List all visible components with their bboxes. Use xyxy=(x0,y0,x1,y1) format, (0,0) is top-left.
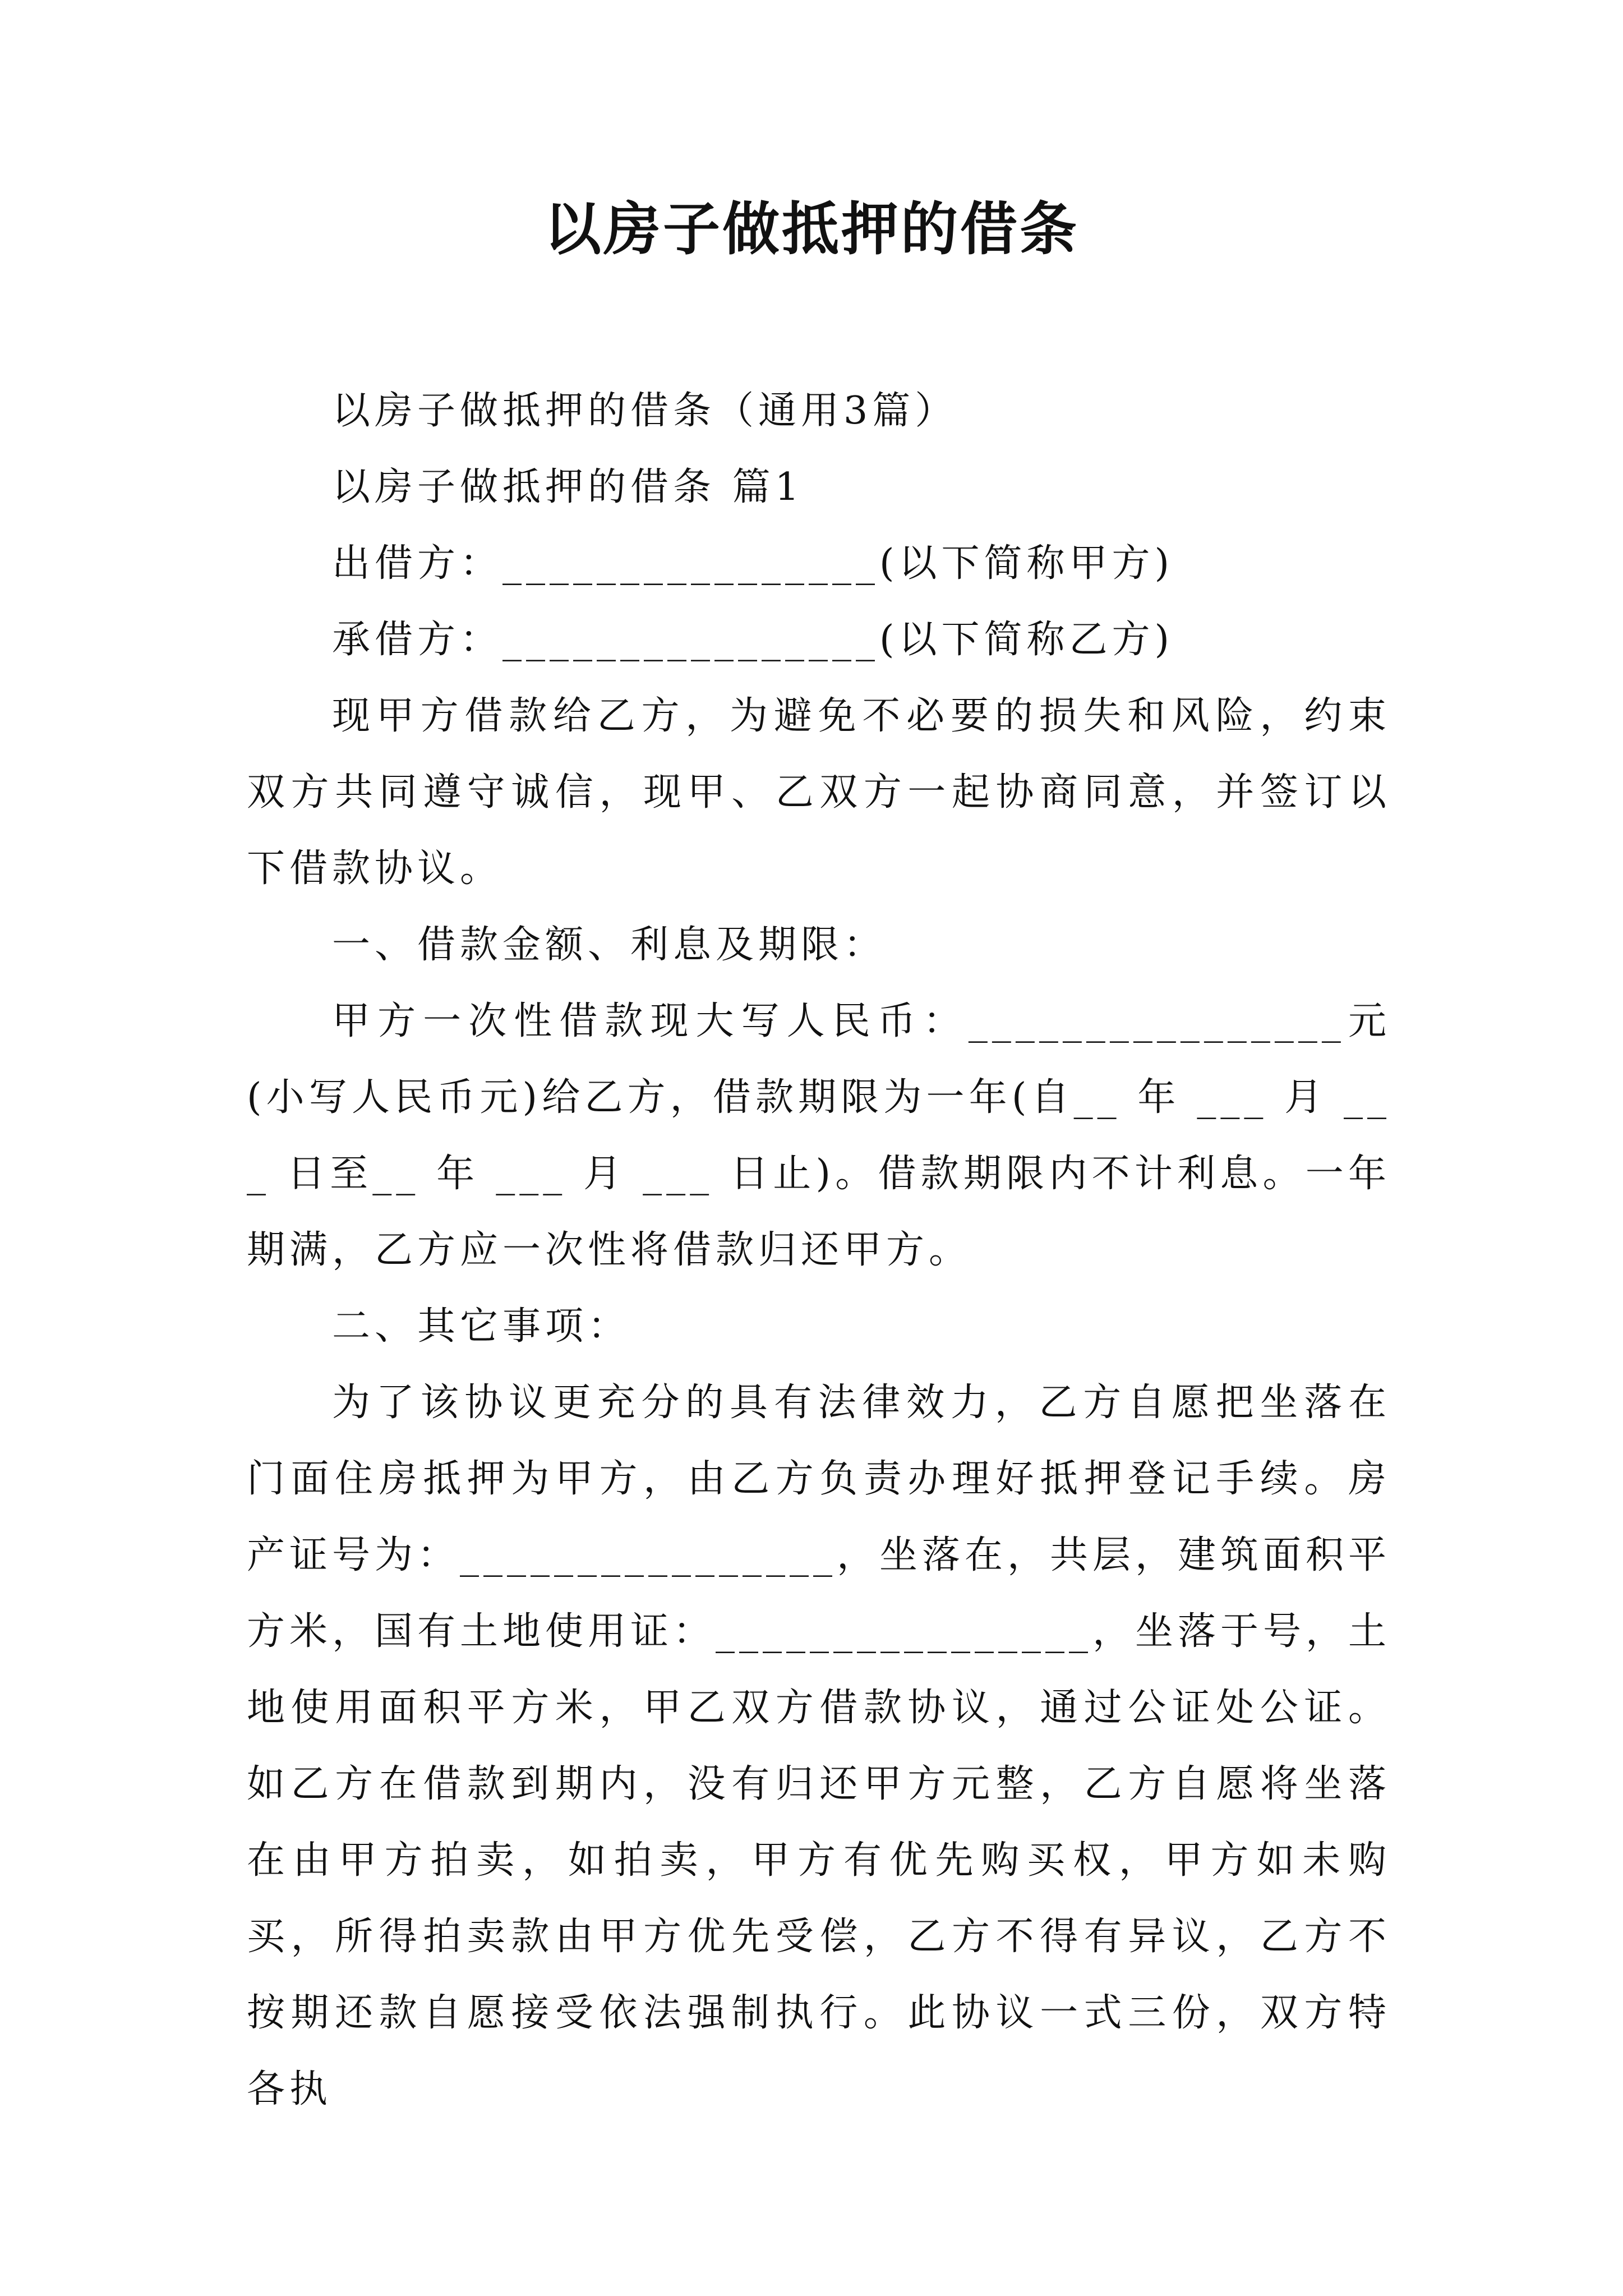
paragraph-lender: 出借方：________________(以下简称甲方) xyxy=(332,541,1174,586)
paragraph-clause-2-heading: 二、其它事项： xyxy=(332,1304,631,1349)
paragraph-borrower: 承借方：________________(以下简称乙方) xyxy=(332,618,1174,662)
paragraph-section-heading: 以房子做抵押的借条 篇1 xyxy=(332,465,804,509)
document-title: 以房子做抵押的借条 xyxy=(544,196,1079,263)
document-body xyxy=(247,373,1391,2128)
paragraph-subtitle: 以房子做抵押的借条（通用3篇） xyxy=(332,389,958,433)
paragraph-clause-2-body: 为了该协议更充分的具有法律效力，乙方自愿把坐落在门面住房抵押为甲方，由乙方负责办理好抵押登记手续。房产证号为：________________，坐落在，共层，建筑面积平方米，国有土地使用证：________________，坐落于号，土地使用面积平方米，甲乙双方借款协议，通过公证处公证。如乙方在借款到期内，没有归还甲方元整，乙方自愿将坐落在由甲方拍卖，如拍卖，甲方有优先购买权，甲方如未购买，所得拍卖款由甲方优先受偿，乙方不得有异议，乙方不按期还款自愿接受依法强制执行。此协议一式三份，双方特各执 xyxy=(247,1381,1391,2111)
paragraph-intro: 现甲方借款给乙方，为避免不必要的损失和风险，约束双方共同遵守诚信，现甲、乙双方一起协商同意，并签订以下借款协议。 xyxy=(247,694,1391,891)
paragraph-clause-1-heading: 一、借款金额、利息及期限： xyxy=(332,923,887,967)
paragraph-clause-1-body: 甲方一次性借款现大写人民币：________________元(小写人民币元)给乙方，借款期限为一年(自__ 年 ___ 月 ___ 日至__ 年 ___ 月 ___ 日止)。借款期限内不计利息。一年期满，乙方应一次性将借款归还甲方。 xyxy=(247,999,1391,1272)
